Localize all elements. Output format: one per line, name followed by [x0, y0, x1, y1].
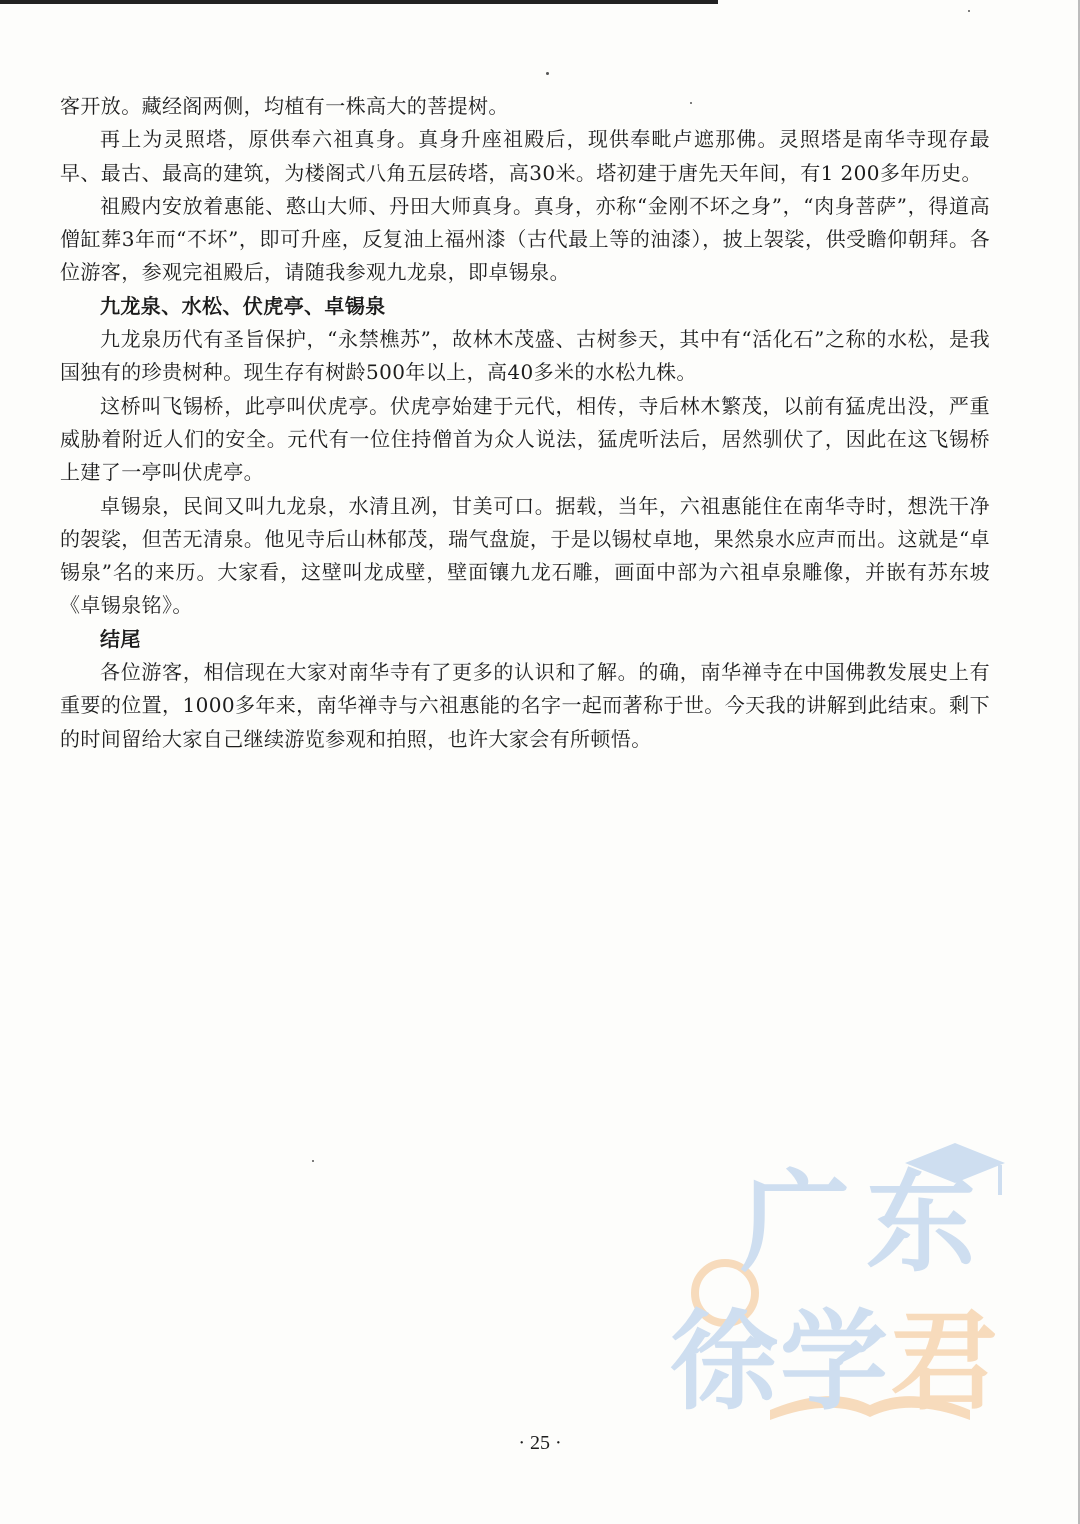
section-heading: 结尾	[100, 626, 141, 651]
page-number: · 25 ·	[518, 1432, 562, 1454]
paragraph: 再上为灵照塔，原供奉六祖真身。真身升座祖殿后，现供奉毗卢遮那佛。灵照塔是南华寺现存最早、最古、最高的建筑，为楼阁式八角五层砖塔，高30米。塔初建于唐先天年间，有1 200多年历史。	[60, 127, 990, 185]
paragraph: 各位游客，相信现在大家对南华寺有了更多的认识和了解。的确，南华禅寺在中国佛教发展史上有重要的位置，1000多年来，南华禅寺与六祖惠能的名字一起而著称于世。今天我的讲解到此结束。剩下的时间留给大家自己继续游览参观和拍照，也许大家会有所顿悟。	[60, 660, 990, 751]
watermark-text	[670, 1275, 1000, 1430]
top-rule	[0, 0, 718, 4]
paragraph: 祖殿内安放着惠能、憨山大师、丹田大师真身。真身，亦称“金刚不坏之身”，“肉身菩萨”，得道高僧缸葬3年而“不坏”，即可升座，反复油上福州漆（古代最上等的油漆），披上袈裟，供受瞻仰朝拜。各位游客，参观完祖殿后，请随我参观九龙泉，即卓锡泉。	[60, 193, 990, 285]
paragraph: 客开放。藏经阁两侧，均植有一株高大的菩提树。	[60, 94, 509, 118]
watermark-text: 广东	[740, 1159, 992, 1287]
scan-speck	[312, 1160, 314, 1162]
document-body	[60, 90, 990, 756]
scan-speck	[546, 72, 549, 75]
paragraph: 九龙泉历代有圣旨保护，“永禁樵苏”，故林木茂盛、古树参天，其中有“活化石”之称的水松，是我国独有的珍贵树种。现生存有树龄500年以上，高40多米的水松九株。	[60, 327, 990, 385]
watermark-text: 徐学	[670, 1300, 891, 1425]
watermark-text: 君	[890, 1300, 1001, 1425]
scan-speck	[968, 10, 970, 12]
paragraph: 这桥叫飞锡桥，此亭叫伏虎亭。伏虎亭始建于元代，相传，寺后林木繁茂，以前有猛虎出没，严重威胁着附近人们的安全。元代有一位住持僧首为众人说法，猛虎听法后，居然驯伏了，因此在这飞锡桥上建了一亭叫伏虎亭。	[60, 393, 990, 485]
section-heading: 九龙泉、水松、伏虎亭、卓锡泉	[100, 293, 386, 318]
watermark-logo	[670, 1125, 1010, 1430]
paragraph: 卓锡泉，民间又叫九龙泉，水清且冽，甘美可口。据载，当年，六祖惠能住在南华寺时，想洗干净的袈裟，但苦无清泉。他见寺后山林郁茂，瑞气盘旋，于是以锡杖卓地，果然泉水应声而出。这就是“卓锡泉”名的来历。大家看，这壁叫龙成壁，壁面镶九龙石雕，画面中部为六祖卓泉雕像，并嵌有苏东坡《卓锡泉铭》。	[60, 493, 990, 618]
